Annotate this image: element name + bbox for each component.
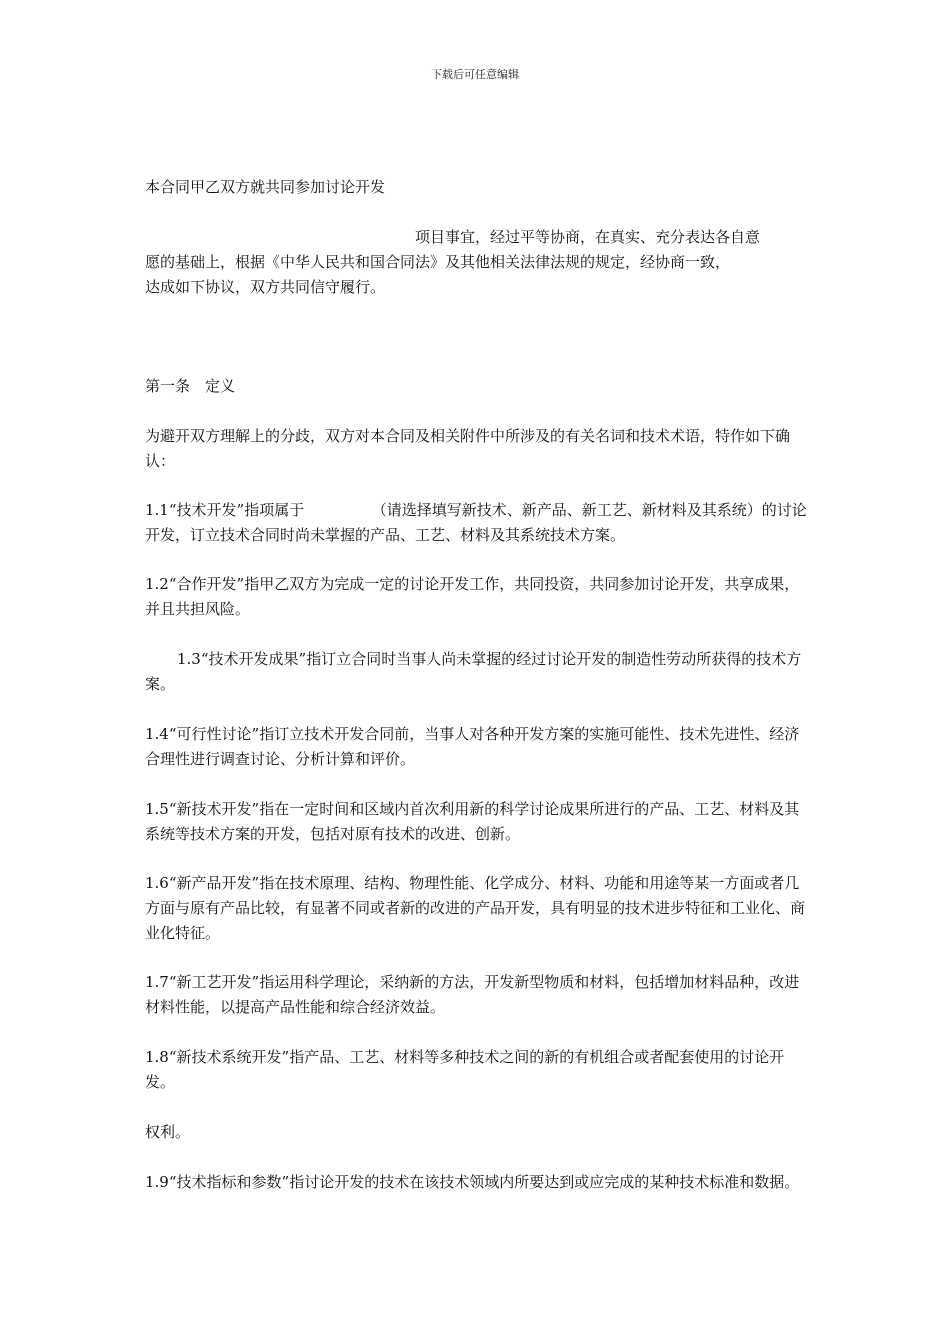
intro-line-2: 项目事宜，经过平等协商，在真实、充分表达各自意 xyxy=(415,228,761,246)
rights-line: 权利。 xyxy=(145,1123,191,1141)
clause-1-4: 1.4“可行性讨论”指订立技术开发合同前，当事人对各种开发方案的实施可能性、技术先进性、经济合理性进行调查讨论、分析计算和评价。 xyxy=(145,725,800,768)
clause-1-1: 1.1“技术开发”指项属于 （请选择填写新技术、新产品、新工艺、新材料及其系统）的讨论开发，订立技术合同时尚未掌握的产品、工艺、材料及其系统技术方案。 xyxy=(145,501,807,544)
intro-line-4: 达成如下协议，双方共同信守履行。 xyxy=(145,278,386,296)
clause-1-5: 1.5“新技术开发”指在一定时间和区域内首次利用新的科学讨论成果所进行的产品、工艺、材料及其系统等技术方案的开发，包括对原有技术的改进、创新。 xyxy=(145,800,800,843)
page-header-note: 下载后可任意编辑 xyxy=(431,68,519,81)
clause-1-7: 1.7“新工艺开发”指运用科学理论，采纳新的方法，开发新型物质和材料，包括增加材料品种，改进材料性能，以提高产品性能和综合经济效益。 xyxy=(145,973,800,1016)
intro-line-3: 愿的基础上，根据《中华人民共和国合同法》及其他相关法律法规的规定，经协商一致， xyxy=(145,253,731,271)
intro-line-1: 本合同甲乙双方就共同参加讨论开发 xyxy=(145,178,386,196)
clause-1-2: 1.2“合作开发”指甲乙双方为完成一定的讨论开发工作，共同投资，共同参加讨论开发，共享成果，并且共担风险。 xyxy=(145,575,800,618)
article-title: 第一条 定义 xyxy=(145,377,236,395)
clause-1-9: 1.9“技术指标和参数”指讨论开发的技术在该技术领域内所要达到或应完成的某种技术标准和数据。 xyxy=(145,1173,800,1191)
article-preamble: 为避开双方理解上的分歧，双方对本合同及相关附件中所涉及的有关名词和技术术语，特作如下确认： xyxy=(145,427,791,470)
clause-1-6: 1.6“新产品开发”指在技术原理、结构、物理性能、化学成分、材料、功能和用途等某一方面或者几方面与原有产品比较，有显著不同或者新的改进的产品开发，具有明显的技术进步特征和工业化、商业化特征。 xyxy=(145,874,806,942)
clause-1-3: 1.3“技术开发成果”指订立合同时当事人尚未掌握的经过讨论开发的制造性劳动所获得的技术方案。 xyxy=(145,650,802,693)
clause-1-8: 1.8“新技术系统开发”指产品、工艺、材料等多种技术之间的新的有机组合或者配套使用的讨论开发。 xyxy=(145,1048,785,1091)
